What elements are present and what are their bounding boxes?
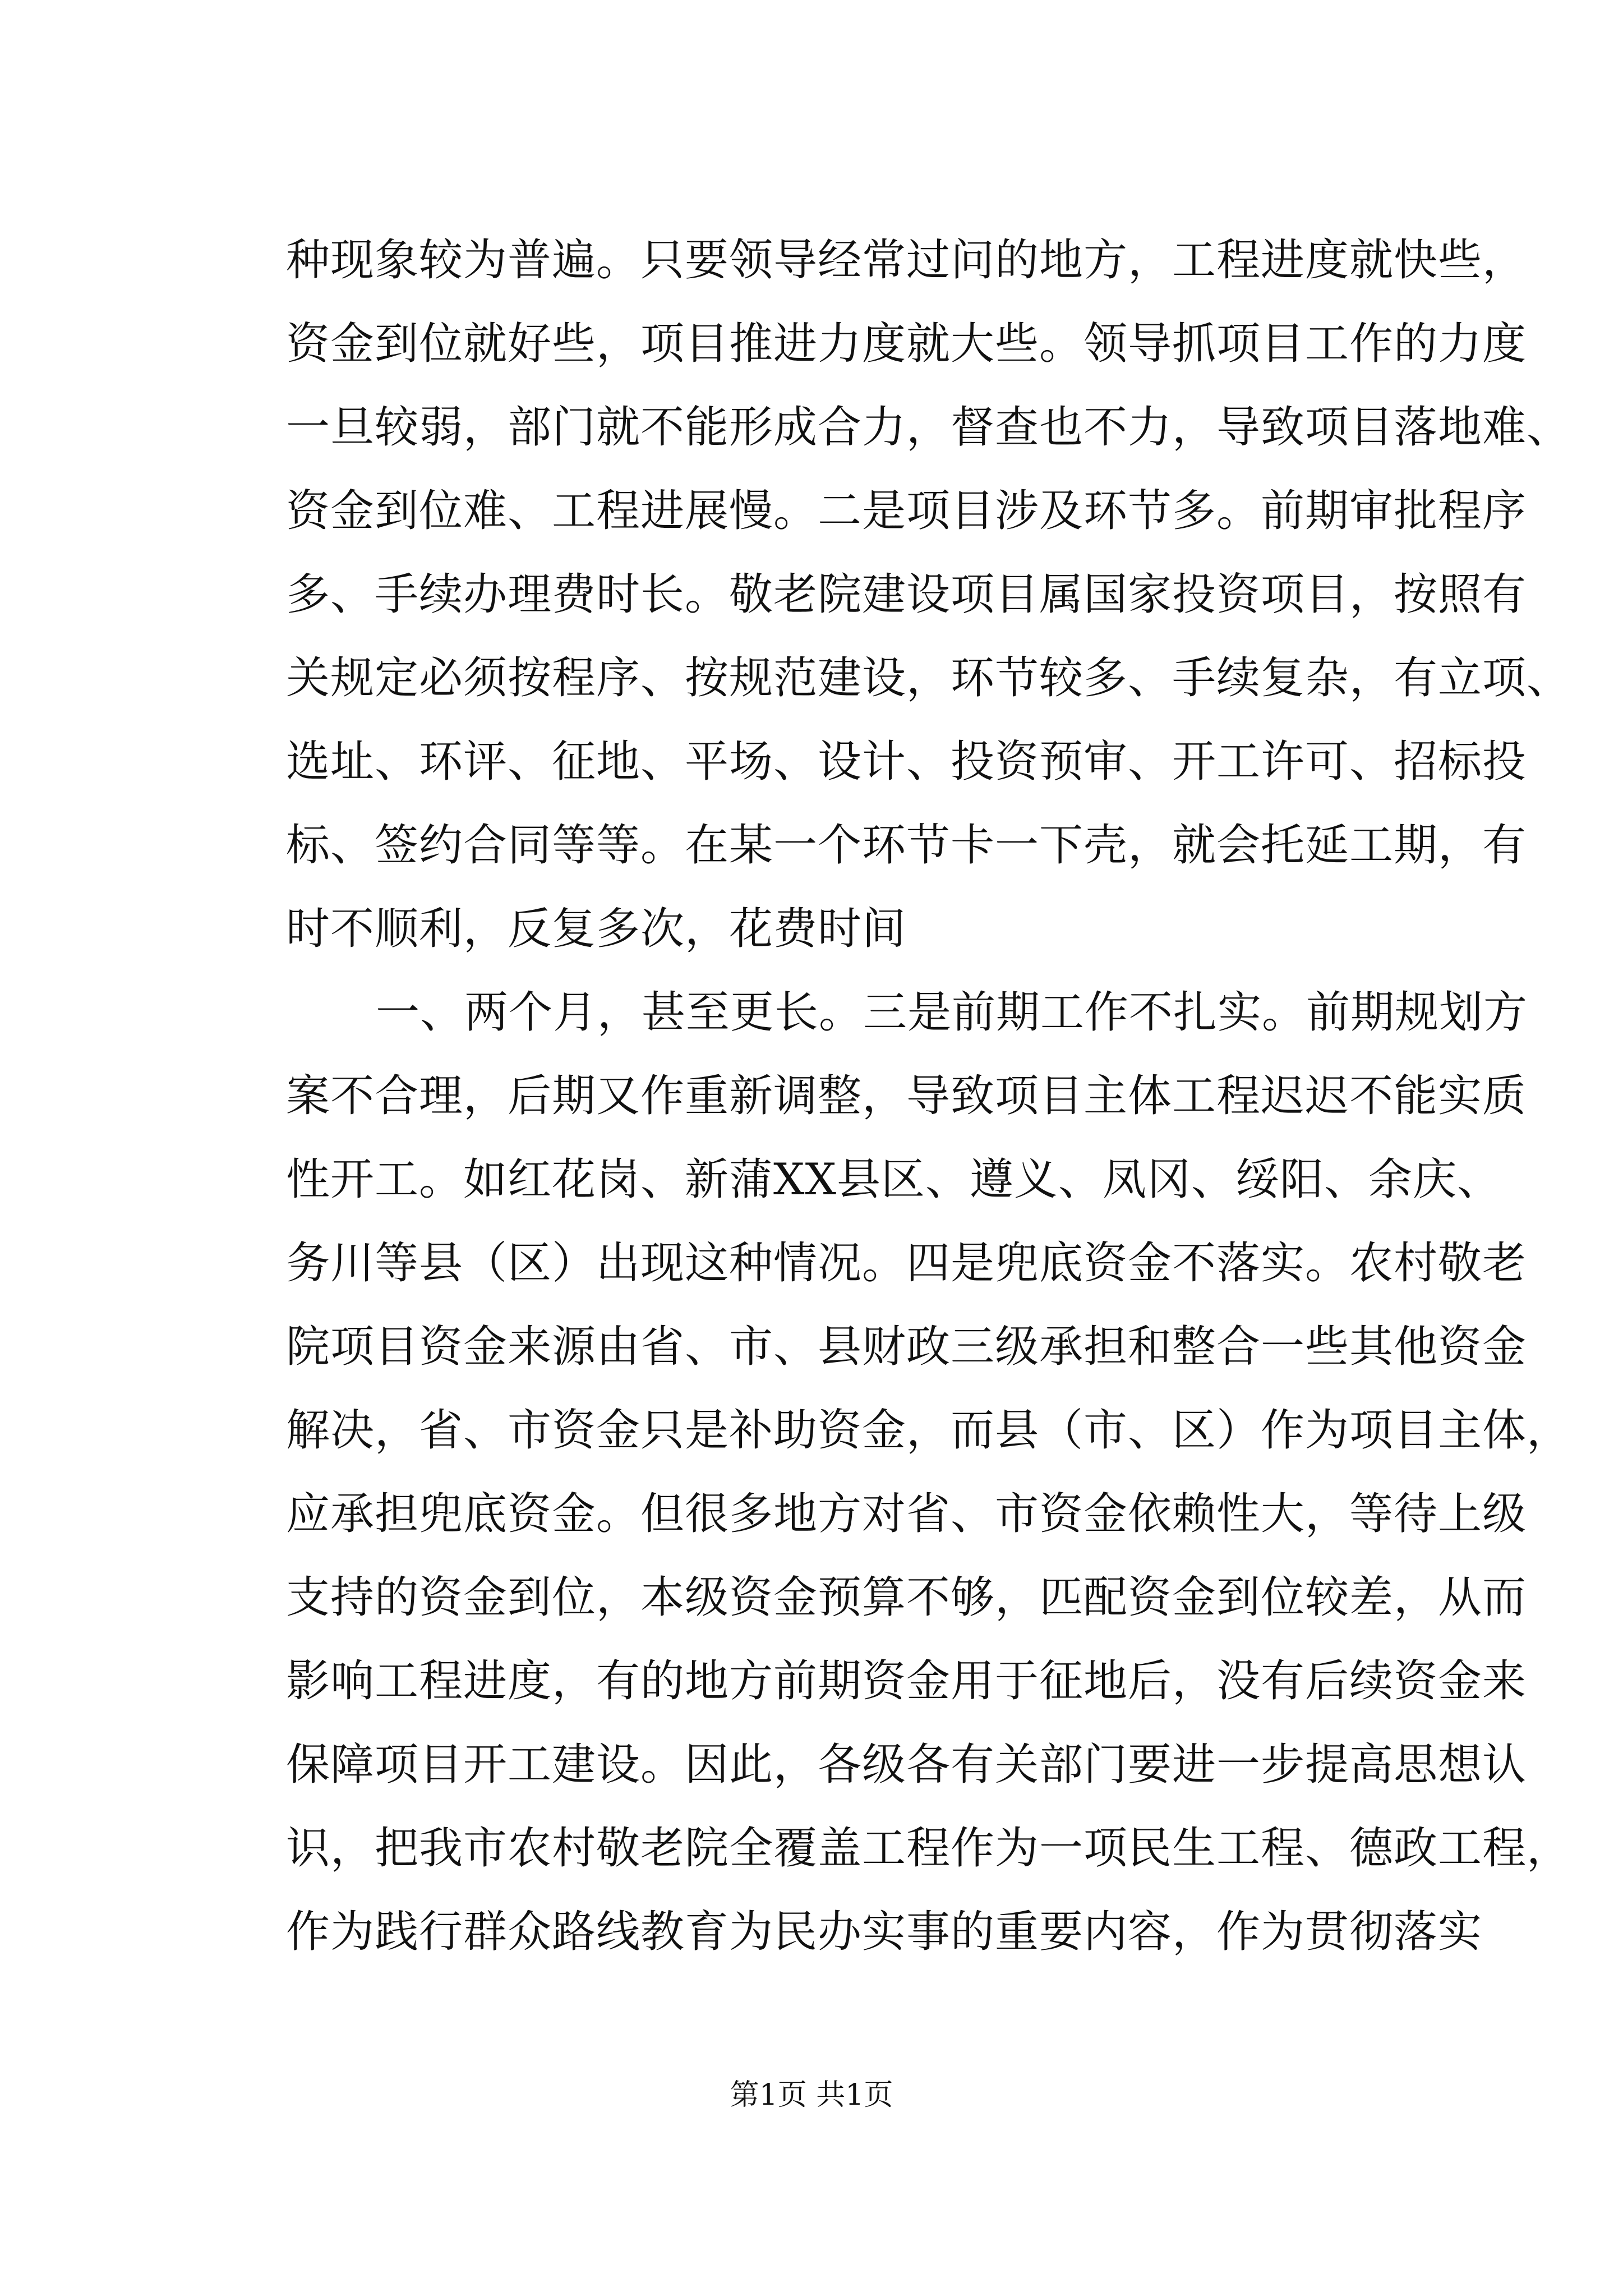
paragraph-line: 识，把我市农村敬老院全覆盖工程作为一项民生工程、德政工程， <box>286 1823 1571 1874</box>
paragraph-line: 影响工程进度，有的地方前期资金用于征地后，没有后续资金来 <box>286 1656 1527 1706</box>
paragraph-line: 案不合理，后期又作重新调整，导致项目主体工程迟迟不能实质 <box>286 1071 1527 1121</box>
paragraph-line: 一、两个月，甚至更长。三是前期工作不扎实。前期规划方 <box>376 987 1528 1038</box>
paragraph-line: 支持的资金到位，本级资金预算不够，匹配资金到位较差，从而 <box>286 1572 1527 1623</box>
paragraph-line: 标、签约合同等等。在某一个环节卡一下壳，就会托延工期，有 <box>286 820 1527 871</box>
paragraph-line: 作为践行群众路线教育为民办实事的重要内容，作为贯彻落实 <box>286 1907 1483 1957</box>
page-footer <box>0 2076 1623 2115</box>
paragraph-line: 一旦较弱，部门就不能形成合力，督查也不力，导致项目落地难、 <box>286 402 1571 453</box>
document-body <box>286 219 1571 1974</box>
paragraph-line: 多、手续办理费时长。敬老院建设项目属国家投资项目，按照有 <box>286 569 1527 620</box>
page-number-label: 第1页 共1页 <box>730 2078 893 2112</box>
paragraph-line: 应承担兜底资金。但很多地方对省、市资金依赖性大，等待上级 <box>286 1489 1527 1539</box>
paragraph-line: 院项目资金来源由省、市、县财政三级承担和整合一些其他资金 <box>286 1322 1527 1372</box>
paragraph-line: 务川等县（区）出现这种情况。四是兜底资金不落实。农村敬老 <box>286 1238 1527 1289</box>
paragraph-line: 时不顺利，反复多次，花费时间 <box>286 904 907 954</box>
paragraph-line: 资金到位就好些，项目推进力度就大些。领导抓项目工作的力度 <box>286 319 1527 369</box>
paragraph-line: 关规定必须按程序、按规范建设，环节较多、手续复杂，有立项、 <box>286 653 1571 703</box>
paragraph-line: 解决，省、市资金只是补助资金，而县（市、区）作为项目主体， <box>286 1405 1571 1456</box>
paragraph-line: 性开工。如红花岗、新蒲XX县区、遵义、凤冈、绥阳、余庆、 <box>286 1154 1502 1205</box>
paragraph-line: 资金到位难、工程进展慢。二是项目涉及环节多。前期审批程序 <box>286 486 1527 536</box>
paragraph-line: 保障项目开工建设。因此，各级各有关部门要进一步提高思想认 <box>286 1740 1527 1790</box>
paragraph-line: 选址、环评、征地、平场、设计、投资预审、开工许可、招标投 <box>286 737 1527 787</box>
paragraph-line: 种现象较为普遍。只要领导经常过问的地方，工程进度就快些， <box>286 235 1527 286</box>
